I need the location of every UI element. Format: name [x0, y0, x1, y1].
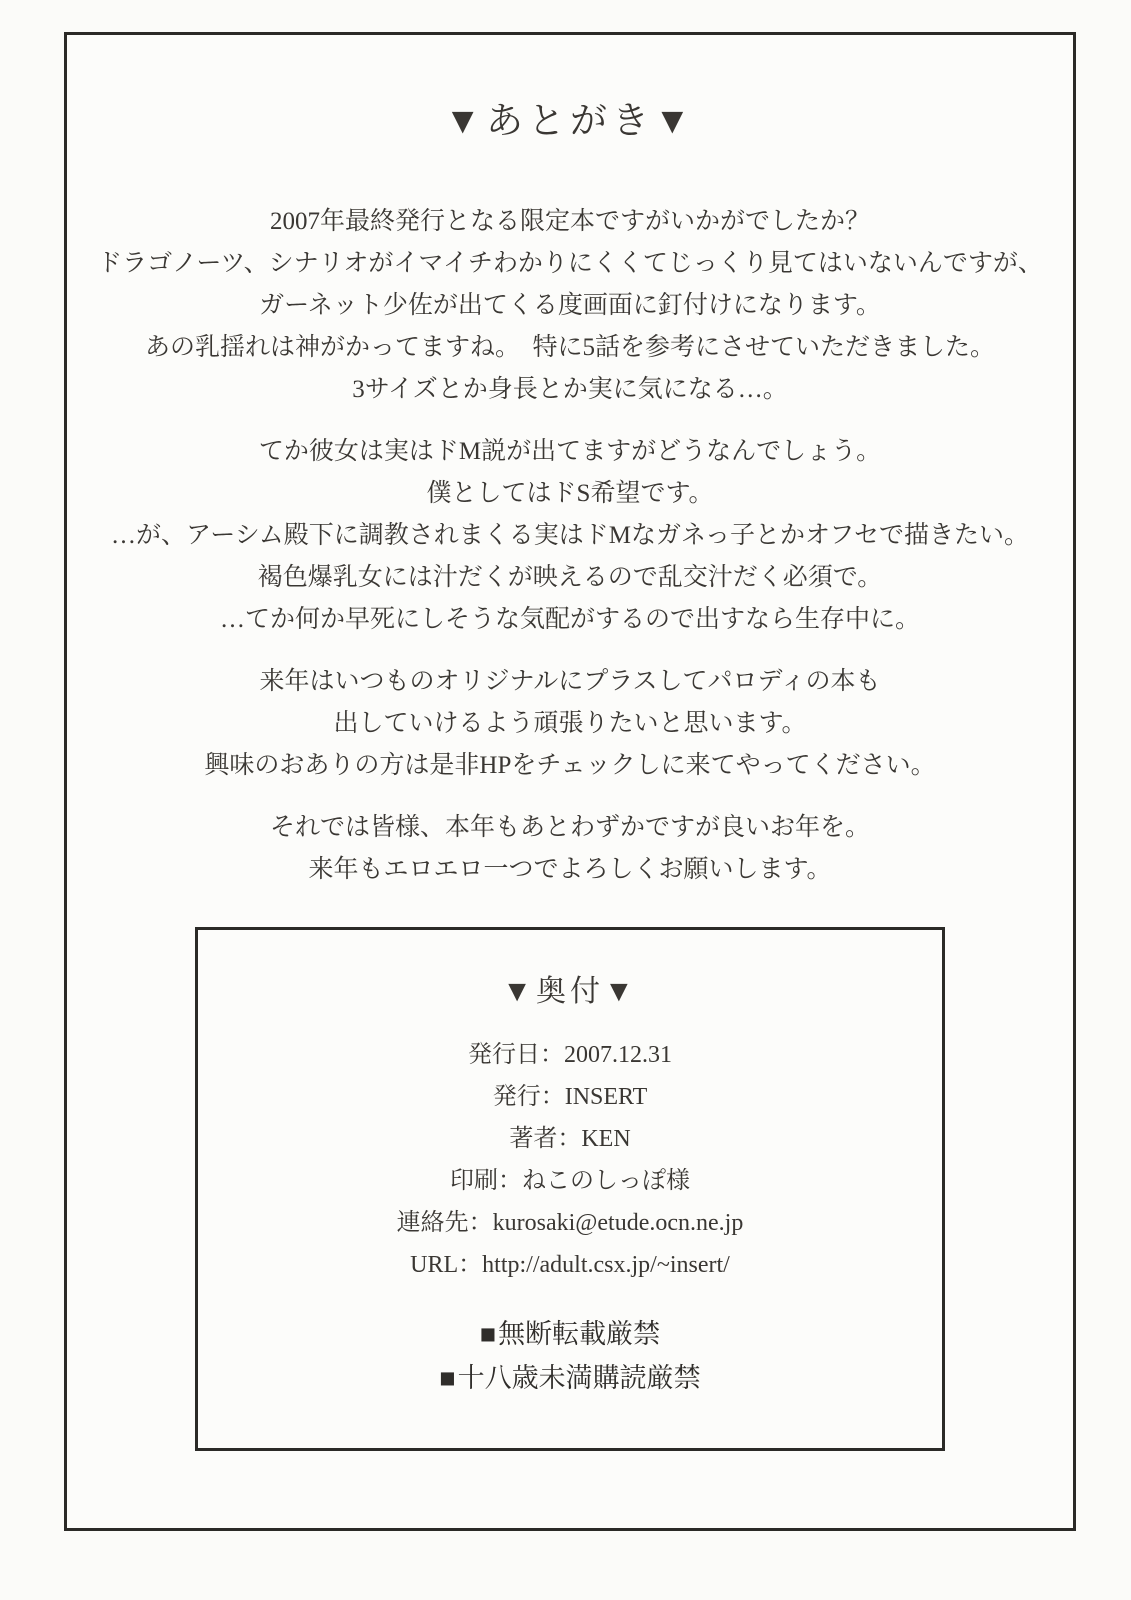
- colophon-entry-author: [208, 1118, 932, 1160]
- entry-value: ねこのしっぽ様: [522, 1168, 690, 1194]
- page-border: [64, 32, 1076, 1531]
- afterword-paragraph: [67, 807, 1073, 891]
- entry-value: INSERT: [564, 1084, 648, 1110]
- colophon-title: ▼奥付▼: [502, 975, 638, 1008]
- colophon-entry-contact-email: [208, 1202, 932, 1244]
- text-line: ガーネット少佐が出てくる度画面に釘付けになります。: [259, 292, 881, 319]
- text-line: …が、アーシム殿下に調教されまくる実はドMなガネっ子とかオフセで描きたい。: [111, 522, 1029, 549]
- entry-separator: ：: [540, 1084, 565, 1110]
- text-line: それでは皆様、本年もあとわずかですが良いお年を。: [269, 814, 870, 841]
- entry-value: KEN: [581, 1126, 631, 1152]
- text-line: ドラゴノーツ、シナリオがイマイチわかりにくくてじっくり見てはいないんですが、: [97, 250, 1043, 277]
- colophon-entry-printer: [208, 1160, 932, 1202]
- text-line: あの乳揺れは神がかってますね。 特に5話を参考にさせていただきました。: [144, 334, 995, 361]
- afterword-body: [67, 201, 1073, 891]
- entry-separator: ：: [498, 1168, 522, 1194]
- entry-value: http://adult.csx.jp/~insert/: [482, 1252, 730, 1278]
- text-line: てか彼女は実はドM説が出てますがどうなんでしょう。: [258, 438, 882, 465]
- text-line: 興味のおありの方は是非HPをチェックしに来てやってください。: [204, 752, 936, 779]
- afterword-paragraph: [67, 201, 1073, 411]
- colophon-entry-publish-date: [208, 1034, 932, 1076]
- afterword-paragraph: [67, 661, 1073, 787]
- entry-label: 連絡先: [396, 1210, 469, 1236]
- entry-separator: ：: [458, 1252, 483, 1278]
- entry-label: 発行: [492, 1084, 541, 1110]
- entry-value: 2007.12.31: [564, 1042, 672, 1068]
- warning-no-reproduction: [208, 1312, 932, 1356]
- warning-adults-only: [208, 1356, 932, 1400]
- text-line: 僕としてはドS希望です。: [426, 480, 714, 507]
- entry-label: 著者: [509, 1126, 558, 1152]
- square-bullet-icon: ■: [439, 1363, 456, 1393]
- colophon-box: [195, 927, 945, 1451]
- text-line: …てか何か早死にしそうな気配がするので出すなら生存中に。: [219, 606, 920, 633]
- square-bullet-icon: ■: [479, 1319, 497, 1349]
- afterword-paragraph: [67, 431, 1073, 641]
- entry-label: URL: [410, 1252, 459, 1278]
- colophon-entries: [208, 1034, 932, 1286]
- text-line: 褐色爆乳女には汁だくが映えるので乱交汁だく必須で。: [257, 564, 883, 591]
- colophon-warnings: [208, 1312, 932, 1400]
- text-line: 来年もエロエロ一つでよろしくお願いします。: [308, 856, 832, 883]
- entry-separator: ：: [468, 1210, 493, 1236]
- entry-separator: ：: [557, 1126, 582, 1152]
- colophon-entry-publisher: [208, 1076, 932, 1118]
- colophon-entry-url: [208, 1244, 932, 1286]
- text-line: 2007年最終発行となる限定本ですがいかがでしたか？: [269, 208, 870, 235]
- entry-label: 発行日: [468, 1042, 540, 1068]
- warning-text: 十八歳未満購読厳禁: [457, 1363, 701, 1393]
- afterword-title: ▼あとがき▼: [444, 101, 696, 142]
- entry-label: 印刷: [450, 1168, 498, 1194]
- text-line: 3サイズとか身長とか実に気になる…。: [352, 376, 788, 403]
- entry-separator: ：: [540, 1042, 564, 1068]
- text-line: 来年はいつものオリジナルにプラスしてパロディの本も: [259, 668, 881, 695]
- text-line: 出していけるよう頑張りたいと思います。: [333, 710, 807, 737]
- page-content: [67, 99, 1073, 1451]
- entry-value: kurosaki@etude.ocn.ne.jp: [492, 1210, 744, 1236]
- warning-text: 無断転載厳禁: [498, 1319, 661, 1349]
